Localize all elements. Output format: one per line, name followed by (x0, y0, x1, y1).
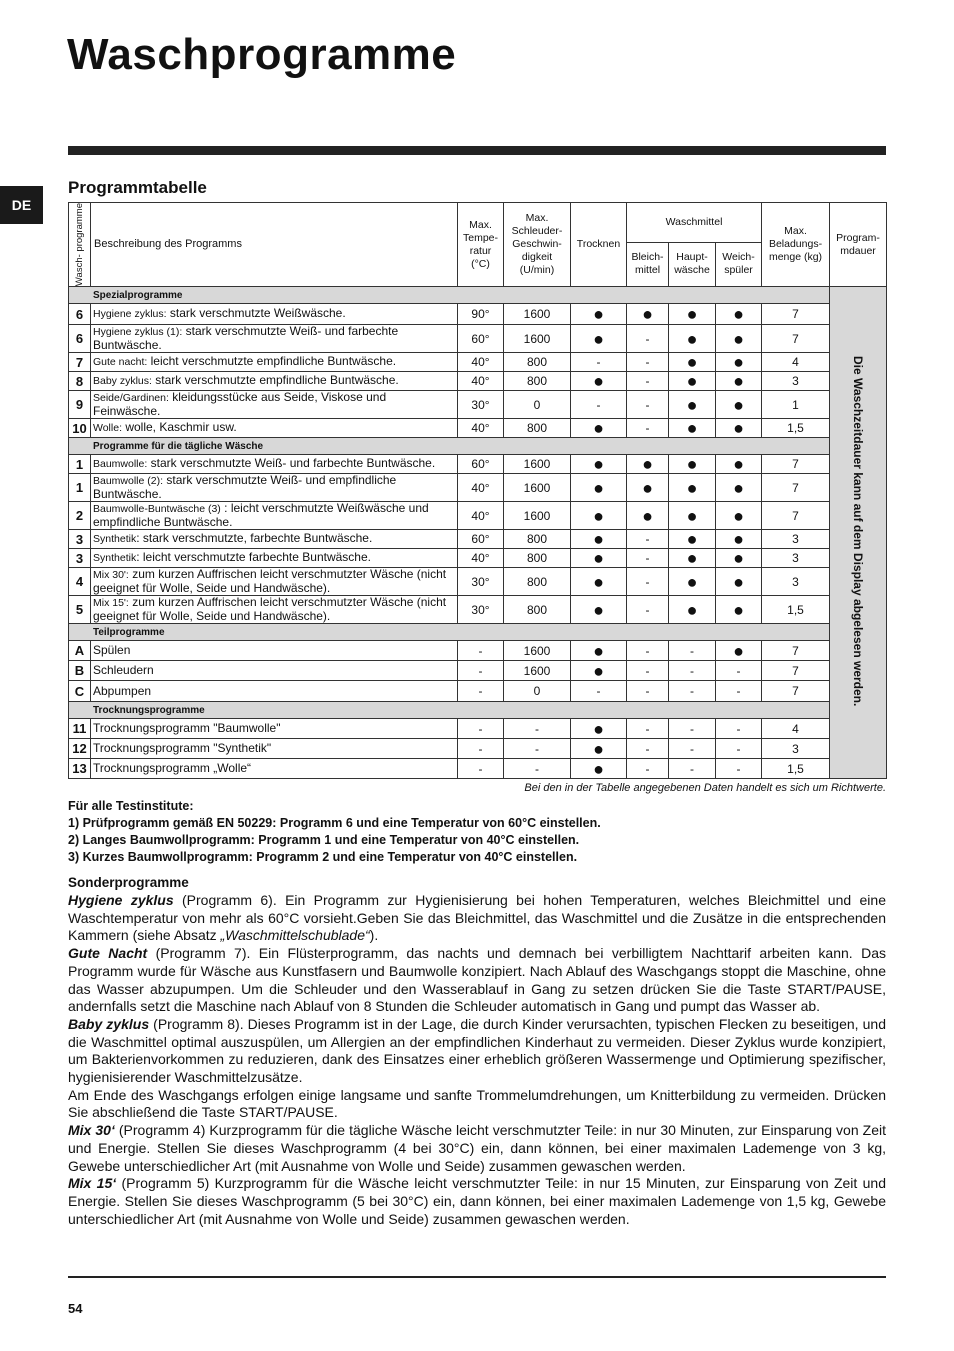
max-load: 3 (762, 739, 830, 759)
max-spin-speed: 800 (504, 530, 571, 549)
paragraph-text: (Programm 6). Ein Programm zur Hygienisierung bei hohen Temperaturen, welches Bleichmittel und eine Waschtemperatur von mehr als 60°C vorsieht.Geben Sie das Bleichmittel, das Waschmittel und die Zusätze in die entsprechenden Kammern (siehe Absatz (68, 892, 886, 944)
max-spin-speed: 800 (504, 372, 571, 391)
max-spin-speed: 1600 (504, 502, 571, 530)
drying: ● (571, 719, 627, 739)
main-wash: ● (669, 596, 716, 624)
main-wash: ● (669, 325, 716, 353)
max-temperature: 60° (458, 530, 504, 549)
max-load: 4 (762, 353, 830, 372)
max-temperature: - (458, 739, 504, 759)
main-wash: - (669, 719, 716, 739)
program-text: kleidungsstücke aus Seide, Viskose und Feinwäsche. (93, 390, 387, 419)
drying: ● (571, 739, 627, 759)
section-header (69, 438, 887, 455)
program-number: 1 (69, 474, 91, 502)
program-description (91, 372, 458, 391)
drying: ● (571, 641, 627, 661)
max-temperature: 60° (458, 455, 504, 474)
program-text: Schleudern (93, 663, 154, 678)
drying: ● (571, 530, 627, 549)
max-spin-speed: 800 (504, 568, 571, 596)
bleach: ● (627, 304, 669, 325)
table-row (69, 759, 887, 779)
max-temperature: 30° (458, 391, 504, 419)
max-load: 3 (762, 568, 830, 596)
paragraph-hygiene (68, 892, 886, 945)
table-row (69, 596, 887, 624)
program-text: stark verschmutzte Weißwäsche. (166, 306, 346, 321)
bleach: - (627, 530, 669, 549)
program-name: Synthetik (93, 552, 137, 565)
bleach: - (627, 419, 669, 438)
program-number: 9 (69, 391, 91, 419)
program-number: 3 (69, 549, 91, 568)
duration-note-text: Die Waschzeitdauer kann auf dem Display abgelesen werden. (851, 355, 866, 707)
program-text: Trocknungsprogramm "Baumwolle" (93, 721, 281, 736)
special-programs-text (68, 892, 886, 1228)
drying: - (571, 353, 627, 372)
main-wash: ● (669, 549, 716, 568)
bleach: - (627, 719, 669, 739)
max-temperature: 30° (458, 568, 504, 596)
bleach: - (627, 596, 669, 624)
header-max-load: Max. Beladungs- menge (kg) (762, 203, 830, 287)
bleach: ● (627, 455, 669, 474)
max-spin-speed: - (504, 719, 571, 739)
program-name: Wolle: (93, 422, 122, 435)
max-temperature: 40° (458, 353, 504, 372)
max-temperature: 40° (458, 372, 504, 391)
max-load: 7 (762, 304, 830, 325)
max-spin-speed: 1600 (504, 661, 571, 681)
bleach: ● (627, 502, 669, 530)
program-description (91, 719, 458, 739)
program-name: Baumwolle (2): (93, 475, 164, 488)
max-load: 7 (762, 681, 830, 702)
max-load: 4 (762, 719, 830, 739)
max-temperature: 40° (458, 549, 504, 568)
program-description (91, 419, 458, 438)
table-row (69, 419, 887, 438)
table-row (69, 455, 887, 474)
language-tab: DE (0, 186, 43, 224)
max-spin-speed: 0 (504, 681, 571, 702)
softener: - (716, 739, 762, 759)
max-load: 1 (762, 391, 830, 419)
softener: ● (716, 641, 762, 661)
program-description (91, 661, 458, 681)
drying: - (571, 391, 627, 419)
special-programs-title: Sonderprogramme (68, 875, 189, 890)
program-number: 11 (69, 719, 91, 739)
program-name: Hygiene zyklus: (93, 308, 167, 321)
program-description (91, 759, 458, 779)
max-load: 7 (762, 325, 830, 353)
max-spin-speed: 1600 (504, 474, 571, 502)
main-wash: ● (669, 353, 716, 372)
program-description (91, 304, 458, 325)
bleach: ● (627, 474, 669, 502)
program-description (91, 549, 458, 568)
softener: ● (716, 568, 762, 596)
main-wash: ● (669, 530, 716, 549)
drying: ● (571, 759, 627, 779)
max-load: 7 (762, 474, 830, 502)
header-description: Beschreibung des Programms (91, 203, 458, 287)
section-title: Trocknungsprogramme (69, 702, 830, 719)
program-text: stark verschmutzte empfindliche Buntwäsche. (151, 373, 399, 388)
program-description (91, 474, 458, 502)
page-number: 54 (68, 1301, 83, 1316)
table-row (69, 474, 887, 502)
section-header (69, 702, 887, 719)
softener: - (716, 681, 762, 702)
softener: ● (716, 530, 762, 549)
program-name: Gute nacht: (93, 356, 148, 369)
main-wash: ● (669, 502, 716, 530)
max-load: 7 (762, 661, 830, 681)
main-wash: - (669, 681, 716, 702)
section-title: Spezialprogramme (69, 287, 830, 304)
program-number: 5 (69, 596, 91, 624)
max-spin-speed: 0 (504, 391, 571, 419)
header-rule (68, 146, 886, 155)
softener: - (716, 661, 762, 681)
max-temperature: - (458, 719, 504, 739)
max-spin-speed: 1600 (504, 641, 571, 661)
softener: ● (716, 391, 762, 419)
drying: ● (571, 325, 627, 353)
paragraph-text: (Programm 8). Dieses Programm ist in der Lage, die durch Kinder verursachten, typischen Flecken zu beseitigen, und die Waschmittel optimal auszuspülen, um Allergien an der empfindlichen Kinderhaut zu vermeiden. Dieser Zyklus wurde konzipiert, um Bakterienvorkommen zu reduzieren, dank des Einsatzes einer erheblich größeren Wassermenge und Optimierung spezifischer, hygienisierender Waschmittelzusätze. (68, 1015, 886, 1086)
program-name: Seide/Gardinen: (93, 392, 169, 405)
program-description (91, 596, 458, 624)
max-spin-speed: 1600 (504, 325, 571, 353)
max-load: 1,5 (762, 419, 830, 438)
program-name: Mix 30': (93, 569, 129, 582)
max-temperature: 90° (458, 304, 504, 325)
table-row (69, 304, 887, 325)
table-row (69, 641, 887, 661)
program-name: Hygiene zyklus (1): (93, 326, 183, 339)
softener: ● (716, 419, 762, 438)
table-title: Programmtabelle (68, 178, 207, 197)
table-row (69, 391, 887, 419)
main-wash: ● (669, 372, 716, 391)
program-text: Trocknungsprogramm „Wolle“ (93, 761, 252, 776)
program-text: zum kurzen Auffrischen leicht verschmutzter Wäsche (nicht geeignet für Wolle, Seide und Handwäsche). (93, 567, 447, 596)
softener: ● (716, 455, 762, 474)
softener: - (716, 719, 762, 739)
program-description (91, 681, 458, 702)
program-text: stark verschmutzte Weiß- und empfindliche Buntwäsche. (93, 473, 397, 502)
header-drying: Trocknen (571, 203, 627, 287)
max-spin-speed: 800 (504, 549, 571, 568)
drying: ● (571, 455, 627, 474)
main-wash: ● (669, 455, 716, 474)
drying: - (571, 681, 627, 702)
program-name: Mix 30‘ (68, 1122, 115, 1139)
main-wash: - (669, 661, 716, 681)
header-bleach: Bleich- mittel (627, 242, 669, 286)
program-name: Baby zyklus (68, 1015, 150, 1032)
max-load: 7 (762, 641, 830, 661)
program-name: Mix 15‘ (68, 1175, 117, 1192)
table-note: Bei den in der Tabelle angegebenen Daten handelt es sich um Richtwerte. (524, 782, 886, 794)
test-institutes (68, 798, 886, 866)
program-description (91, 325, 458, 353)
program-number: 12 (69, 739, 91, 759)
program-number: 6 (69, 325, 91, 353)
program-text: stark verschmutzte Weiß- und farbechte Buntwäsche. (147, 456, 436, 471)
program-number: 7 (69, 353, 91, 372)
softener: ● (716, 372, 762, 391)
program-description (91, 568, 458, 596)
table-body (69, 287, 887, 779)
program-name: Gute Nacht (68, 945, 148, 962)
drying: ● (571, 372, 627, 391)
max-load: 3 (762, 530, 830, 549)
max-spin-speed: 800 (504, 596, 571, 624)
header-max-temperature: Max. Tempe- ratur (°C) (458, 203, 504, 287)
section-header (69, 624, 887, 641)
section-title: Programme für die tägliche Wäsche (69, 438, 830, 455)
main-wash: ● (669, 474, 716, 502)
section-title: Teilprogramme (69, 624, 830, 641)
max-temperature: - (458, 661, 504, 681)
drying: ● (571, 549, 627, 568)
drying: ● (571, 502, 627, 530)
bleach: - (627, 391, 669, 419)
program-text: Abpumpen (93, 683, 152, 698)
drying: ● (571, 419, 627, 438)
program-number: 10 (69, 419, 91, 438)
bleach: - (627, 681, 669, 702)
max-load: 7 (762, 502, 830, 530)
max-spin-speed: - (504, 739, 571, 759)
main-wash: ● (669, 568, 716, 596)
program-text: stark verschmutzte Weiß- und farbechte Buntwäsche. (93, 324, 399, 353)
paragraph-mix30 (68, 1122, 886, 1175)
program-text: Spülen (93, 643, 131, 658)
drying: ● (571, 661, 627, 681)
paragraph-text: (Programm 5) Kurzprogramm für die Wäsche leicht verschmutzter Teile: in nur 15 Minuten, zur Einsparung von Zeit und Energie. Stellen Sie dieses Waschprogramm (5 bei 30°C) ein, dann können, bei einer maximalen Lademenge von 1,5 kg, Gewebe unterschiedlicher Art (mit Ausnahme von Wolle und Seide) zusammen gewaschen werden. (68, 1175, 886, 1227)
paragraph-text: ). (369, 927, 379, 944)
header-main-wash: Haupt- wäsche (669, 242, 716, 286)
max-temperature: 60° (458, 325, 504, 353)
table-row (69, 681, 887, 702)
paragraph-text: (Programm 4) Kurzprogramm für die tägliche Wäsche leicht verschmutzter Teile: in nur 30 Minuten, zur Einsparung von Zeit und Energie. Stellen Sie dieses Waschprogramm (4 bei 30°C) ein, dann können, bei einer maximalen Lademenge von 3 kg, Gewebe unterschiedlicher Art (mit Ausnahme von Wolle und Seide) zusammen gewaschen werden. (68, 1122, 886, 1174)
softener: ● (716, 304, 762, 325)
header-max-spin-speed: Max. Schleuder- Geschwin- digkeit (U/min) (504, 203, 571, 287)
program-text: wolle, Kaschmir usw. (121, 420, 237, 435)
program-number: 6 (69, 304, 91, 325)
drying: ● (571, 474, 627, 502)
max-temperature: - (458, 681, 504, 702)
header-softener: Weich- spüler (716, 242, 762, 286)
max-spin-speed: 1600 (504, 304, 571, 325)
paragraph-gute-nacht (68, 945, 886, 1016)
table-row (69, 739, 887, 759)
table-row (69, 661, 887, 681)
max-spin-speed: - (504, 759, 571, 779)
test-item: 1) Prüfprogramm gemäß EN 50229: Programm 6 und eine Temperatur von 60°C einstellen. (68, 816, 601, 830)
program-description (91, 641, 458, 661)
table-row (69, 568, 887, 596)
program-description (91, 353, 458, 372)
max-temperature: 40° (458, 419, 504, 438)
program-number: 3 (69, 530, 91, 549)
softener: ● (716, 474, 762, 502)
paragraph-baby-2: Am Ende des Waschgangs erfolgen einige langsame und sanfte Trommelumdrehungen, um Knitterbildung zu vermeiden. Drücken Sie abschließend die Taste START/PAUSE. (68, 1086, 886, 1121)
program-description (91, 530, 458, 549)
program-number: C (69, 681, 91, 702)
program-number: A (69, 641, 91, 661)
table-row (69, 325, 887, 353)
max-load: 1,5 (762, 759, 830, 779)
paragraph-text: (Programm 7). Ein Flüsterprogramm, das nachts und demnach bei verbilligtem Nachttarif arbeiten kann. Das Programm wurde für Wäsche aus Kunstfasern und Baumwolle konzipiert. Nach Ablauf des Waschgangs stoppt die Maschine, ohne das Wasser abzupumpen. Um die Schleuder und den Wasserablauf in Gang zu setzen drücken Sie die Taste START/PAUSE, andernfalls setzt die Maschine nach Ablauf von 8 Stunden die Schleuder automatisch in Gang und pumpt das Wasser ab. (68, 945, 886, 1015)
program-description (91, 502, 458, 530)
header-detergents: Waschmittel (627, 203, 762, 243)
table-row (69, 719, 887, 739)
program-name: Mix 15': (93, 597, 129, 610)
program-name: Hygiene zyklus (68, 892, 174, 908)
bleach: - (627, 641, 669, 661)
table-row (69, 372, 887, 391)
program-description (91, 739, 458, 759)
max-temperature: 30° (458, 596, 504, 624)
main-wash: - (669, 739, 716, 759)
softener: ● (716, 502, 762, 530)
cross-reference: „Waschmittelschublade“ (220, 927, 370, 944)
bleach: - (627, 353, 669, 372)
table-row (69, 530, 887, 549)
program-text: Trocknungsprogramm "Synthetik" (93, 741, 272, 756)
max-spin-speed: 800 (504, 419, 571, 438)
program-number: 13 (69, 759, 91, 779)
program-name: Baumwolle: (93, 458, 148, 471)
test-item: 2) Langes Baumwollprogramm: Programm 1 und eine Temperatur von 40°C einstellen. (68, 833, 580, 847)
test-item: 3) Kurzes Baumwollprogramm: Programm 2 und eine Temperatur von 40°C einstellen. (68, 850, 578, 864)
softener: ● (716, 325, 762, 353)
softener: ● (716, 353, 762, 372)
program-name: Baby zyklus: (93, 375, 152, 388)
program-table (68, 202, 887, 779)
bleach: - (627, 372, 669, 391)
softener: ● (716, 596, 762, 624)
program-number: B (69, 661, 91, 681)
program-number: 2 (69, 502, 91, 530)
main-wash: - (669, 641, 716, 661)
program-number: 4 (69, 568, 91, 596)
paragraph-baby (68, 1016, 886, 1087)
program-name: Synthetik (93, 533, 137, 546)
bleach: - (627, 325, 669, 353)
max-load: 1,5 (762, 596, 830, 624)
program-text: : leicht verschmutzte farbechte Buntwäsche. (136, 550, 371, 565)
max-load: 3 (762, 372, 830, 391)
main-wash: - (669, 759, 716, 779)
main-wash: ● (669, 419, 716, 438)
page-title: Waschprogramme (67, 30, 457, 79)
softener: - (716, 759, 762, 779)
program-text: zum kurzen Auffrischen leicht verschmutzter Wäsche (nicht geeignet für Wolle, Seide und Handwäsche). (93, 595, 447, 624)
main-wash: ● (669, 304, 716, 325)
program-description (91, 391, 458, 419)
program-number: 8 (69, 372, 91, 391)
bleach: - (627, 661, 669, 681)
paragraph-mix15 (68, 1175, 886, 1228)
header-program-number: Wasch- programme (69, 203, 91, 287)
program-number: 1 (69, 455, 91, 474)
max-temperature: - (458, 759, 504, 779)
drying: ● (571, 568, 627, 596)
bleach: - (627, 759, 669, 779)
max-temperature: 40° (458, 474, 504, 502)
max-load: 7 (762, 455, 830, 474)
table-row (69, 502, 887, 530)
max-load: 3 (762, 549, 830, 568)
max-temperature: 40° (458, 502, 504, 530)
drying: ● (571, 304, 627, 325)
duration-note (830, 287, 887, 779)
program-text: : stark verschmutzte, farbechte Buntwäsche. (136, 531, 373, 546)
footer-rule (68, 1276, 886, 1278)
bleach: - (627, 568, 669, 596)
drying: ● (571, 596, 627, 624)
program-description (91, 455, 458, 474)
program-text: leicht verschmutzte empfindliche Buntwäsche. (147, 354, 397, 369)
max-spin-speed: 800 (504, 353, 571, 372)
bleach: - (627, 549, 669, 568)
table-row (69, 549, 887, 568)
header-duration: Program- mdauer (830, 203, 887, 287)
max-temperature: - (458, 641, 504, 661)
table-row (69, 353, 887, 372)
bleach: - (627, 739, 669, 759)
max-spin-speed: 1600 (504, 455, 571, 474)
softener: ● (716, 549, 762, 568)
main-wash: ● (669, 391, 716, 419)
test-institutes-label: Für alle Testinstitute: (68, 799, 194, 813)
section-header (69, 287, 887, 304)
program-text: : leicht verschmutzte Weißwäsche und empfindliche Buntwäsche. (93, 501, 429, 530)
program-name: Baumwolle-Buntwäsche (3) (93, 503, 221, 516)
